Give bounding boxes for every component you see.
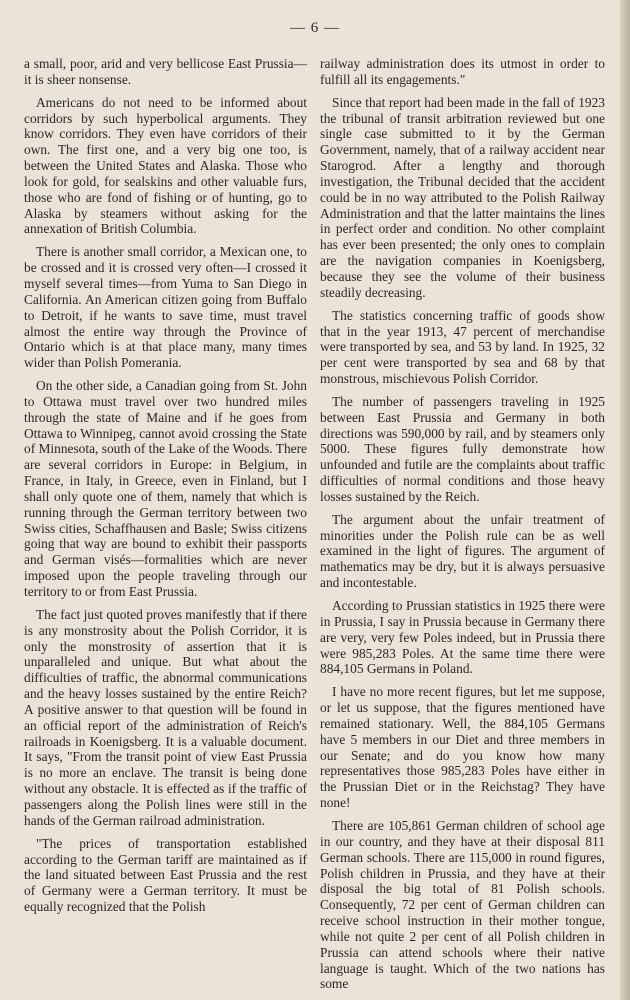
paragraph: There is another small corridor, a Mexican one, to be crossed and it is crossed very often—I crossed it myself several times—from Yuma to San Diego in California. An American citizen going from Buffalo to Detroit, if he wants to save time, must travel almost the entire way through the Province of Ontario which is at that place many, many times wider than Polish Pomerania. bbox=[24, 244, 307, 371]
paragraph: Since that report had been made in the fall of 1923 the tribunal of transit arbitration reviewed but one single case submitted to it by the German Government, namely, that of a railway accident near Starogrod. After a lengthy and thorough investigation, the Tribunal decided that the accident could be in no way attributed to the Polish Railway Administration and that the latter maintains the lines in perfect order and condition. No other complaint has ever been presented; the only ones to complain are the navigation companies in Koenigsberg, because they see the volume of their business steadily decreasing. bbox=[320, 94, 605, 300]
paragraph: The number of passengers traveling in 1925 between East Prussia and Germany in both directions was 590,000 by rail, and by steamers only 5000. These figures fully demonstrate how unfounded and futile are the complaints about traffic difficulties of normal conditions and those heavy losses sustained by the Reich. bbox=[320, 393, 605, 504]
paragraph: The argument about the unfair treatment of minorities under the Polish rule can be as well examined in the light of figures. The argument of mathematics may be dry, but it is always persuasive and incontestable. bbox=[320, 511, 605, 591]
paragraph: The statistics concerning traffic of goods show that in the year 1913, 47 percent of merchandise were transported by sea, and 53 by land. In 1925, 32 per cent were transported by sea and 68 by that monstrous, mischievous Polish Corridor. bbox=[320, 307, 605, 387]
page-edge bbox=[620, 0, 630, 1000]
paragraph: Americans do not need to be informed about corridors by such hyperbolical arguments. They know corridors. They even have corridors of their own. The first one, and a very big one too, is between the United States and Alaska. Those who look for gold, for sealskins and other valuable furs, those who are fond of fishing or of hunting, go to Alaska by steamers without asking for the annexation of British Columbia. bbox=[24, 94, 307, 237]
paragraph: railway administration does its utmost in order to fulfill all its engagements." bbox=[320, 56, 605, 87]
left-column bbox=[24, 56, 307, 922]
paragraph: a small, poor, arid and very bellicose East Prussia—it is sheer nonsense. bbox=[24, 56, 307, 87]
paragraph: I have no more recent figures, but let me suppose, or let us suppose, that the figures mentioned have remained stationary. Well, the 884,105 Germans have 5 members in our Diet and three members in our Senate; and do you know how many representatives those 985,283 Poles have either in the Prussian Diet or in the Reichstag? They have none! bbox=[320, 684, 605, 811]
paragraph: According to Prussian statistics in 1925 there were in Prussia, I say in Prussia because in Germany there are very, very few Poles indeed, but in Prussia there were 985,283 Poles. At the same time there were 884,105 Germans in Poland. bbox=[320, 598, 605, 677]
paragraph: The fact just quoted proves manifestly that if there is any monstrosity about the Polish Corridor, it is only the monstrosity of assertion that it is unparalleled and unique. But what about the difficulties of traffic, the abnormal communications and the heavy losses sustained by the entire Reich? A positive answer to that question will be found in an official report of the administration of Reich's railroads in Koenigsberg. It is a valuable document. It says, "From the transit point of view East Prussia is no more an enclave. The transit is being done without any obstacle. It is effected as if the traffic of passengers along the Polish lines were still in the hands of the German railroad administration. bbox=[24, 606, 307, 828]
right-column bbox=[320, 56, 605, 999]
paragraph: "The prices of transportation established according to the German tariff are maintained as if the land situated between East Prussia and the rest of Germany were a German territory. It must be equally recognized that the Polish bbox=[24, 835, 307, 915]
paragraph: On the other side, a Canadian going from St. John to Ottawa must travel over two hundred miles through the state of Maine and if he goes from Ottawa to Winnipeg, cannot avoid crossing the State of Minnesota, south of the Lake of the Woods. There are several corridors in Europe: in Belgium, in France, in Italy, in Greece, even in Finland, but I shall only quote one of them, namely that which is running through the German territory between two Swiss cities, Schaffhausen and Basle; Swiss citizens going that way are bound to exhibit their passports and German visés—formalities which are never imposed upon the people traveling through our territory to or from East Prussia. bbox=[24, 378, 307, 599]
page-number: — 6 — bbox=[290, 20, 340, 36]
paragraph: There are 105,861 German children of school age in our country, and they have at their disposal 811 German schools. There are 115,000 in round figures, Polish children in Prussia, and they have at their disposal the big total of 81 Polish schools. Consequently, 72 per cent of German children can receive school instruction in their mother tongue, while not quite 2 per cent of all Polish children in Prussia can attend schools where their native language is taught. Which of the two nations has some bbox=[320, 817, 605, 992]
